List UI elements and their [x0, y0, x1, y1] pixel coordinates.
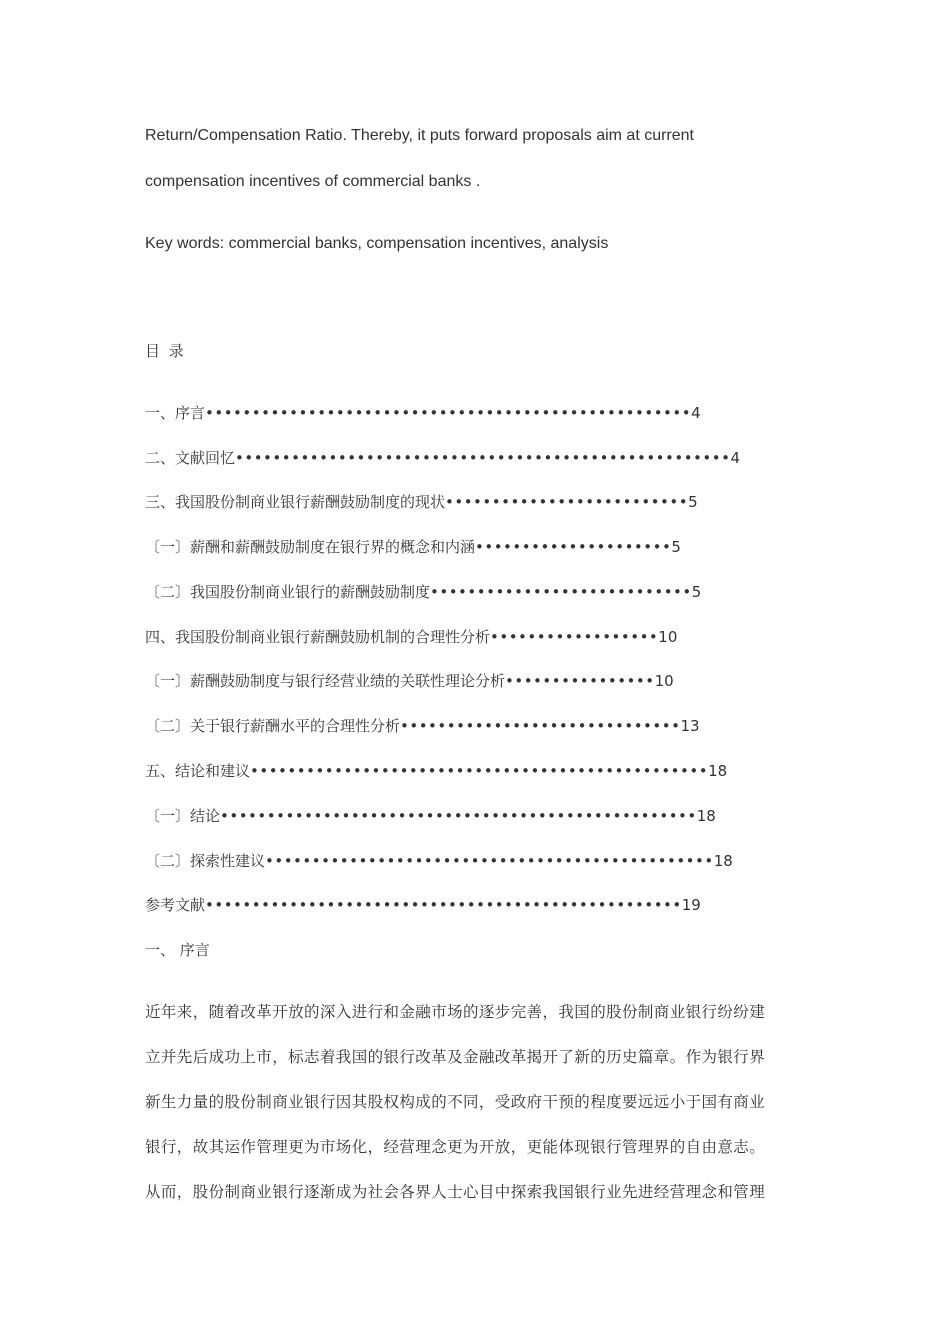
toc-entry-page: 4	[730, 449, 740, 467]
toc-leader-dots: ••••••••••••••••	[505, 672, 655, 690]
toc-entry-label: 〔二〕关于银行薪酬水平的合理性分析	[145, 717, 401, 735]
toc-entry	[145, 671, 674, 691]
toc-entry	[145, 895, 701, 915]
toc-entry	[145, 627, 677, 647]
toc-entry	[145, 582, 701, 602]
toc-entry-label: 一、序言	[145, 404, 206, 422]
section-heading: 一、 序言	[145, 941, 210, 959]
toc-leader-dots: •••••••••••••••••••••••••••••••••••••••••••••••••••••	[235, 449, 731, 467]
toc-entry-label: 三、我国股份制商业银行薪酬鼓励制度的现状	[145, 493, 446, 511]
toc-entry-page: 10	[658, 628, 678, 646]
toc-entry-label: 〔二〕探索性建议	[145, 852, 266, 870]
paragraph-line: 新生力量的股份制商业银行因其股权构成的不同，受政府干预的程度要远远小于国有商业	[145, 1093, 766, 1111]
toc-entry	[145, 448, 740, 468]
toc-entry-page: 5	[671, 538, 681, 556]
toc-leader-dots: ••••••••••••••••••••••••••••••••••••••••••••••••••••	[205, 404, 692, 422]
toc-entry-label: 二、文献回忆	[145, 449, 236, 467]
toc-leader-dots: •••••••••••••••••••••••••••••••••••••••••••••••••••	[205, 896, 682, 914]
abstract-line-1: Return/Compensation Ratio. Thereby, it puts forward proposals aim at current	[145, 127, 694, 144]
paragraph-line: 从而，股份制商业银行逐渐成为社会各界人士心目中探索我国银行业先进经营理念和管理	[145, 1183, 766, 1201]
toc-heading: 目 录	[145, 342, 186, 360]
toc-entry-label: 五、结论和建议	[145, 762, 251, 780]
toc-leader-dots: ••••••••••••••••••••••••••••••	[400, 717, 681, 735]
toc-entry-page: 5	[691, 583, 702, 601]
toc-entry	[145, 537, 681, 557]
toc-entry-page: 10	[654, 672, 674, 690]
toc-entry-label: 参考文献	[145, 896, 206, 914]
paragraph-line: 立并先后成功上市，标志着我国的银行改革及金融改革揭开了新的历史篇章。作为银行界	[145, 1048, 766, 1066]
paragraph-line: 近年来，随着改革开放的深入进行和金融市场的逐步完善，我国的股份制商业银行纷纷建	[145, 1003, 766, 1021]
toc-entry	[145, 492, 698, 512]
toc-entry	[145, 851, 733, 871]
toc-leader-dots: ••••••••••••••••••••••••••	[445, 493, 689, 511]
toc-leader-dots: ••••••••••••••••••••••••••••••••••••••••••••••••	[265, 852, 714, 870]
toc-entry-label: 〔一〕结论	[145, 807, 221, 825]
toc-leader-dots: ••••••••••••••••••	[490, 628, 659, 646]
toc-entry-label: 〔二〕我国股份制商业银行的薪酬鼓励制度	[145, 583, 431, 601]
toc-entry-page: 13	[680, 717, 700, 735]
toc-entry-page: 4	[691, 404, 701, 422]
toc-leader-dots: •••••••••••••••••••••••••••••••••••••••••••••••••••	[220, 807, 697, 825]
toc-entry	[145, 806, 716, 826]
toc-entry	[145, 403, 701, 423]
toc-entry-label: 〔一〕薪酬和薪酬鼓励制度在银行界的概念和内涵	[145, 538, 476, 556]
keywords-line: Key words: commercial banks, compensation incentives, analysis	[145, 235, 609, 252]
toc-leader-dots: ••••••••••••••••••••••••••••	[430, 583, 692, 601]
toc-entry-page: 18	[713, 852, 733, 870]
toc-entry	[145, 716, 700, 736]
toc-entry	[145, 761, 727, 781]
abstract-line-2: compensation incentives of commercial banks .	[145, 173, 481, 190]
toc-leader-dots: •••••••••••••••••••••	[475, 538, 672, 556]
toc-entry-page: 19	[681, 896, 701, 914]
toc-entry-page: 5	[688, 493, 698, 511]
toc-entry-label: 四、我国股份制商业银行薪酬鼓励机制的合理性分析	[145, 628, 491, 646]
paragraph-line: 银行，故其运作管理更为市场化，经营理念更为开放，更能体现银行管理界的自由意志。	[145, 1138, 766, 1156]
toc-entry-label: 〔一〕薪酬鼓励制度与银行经营业绩的关联性理论分析	[145, 672, 506, 690]
toc-entry-page: 18	[696, 807, 716, 825]
toc-entry-page: 18	[708, 762, 728, 780]
toc-leader-dots: •••••••••••••••••••••••••••••••••••••••••••••••••	[250, 762, 709, 780]
